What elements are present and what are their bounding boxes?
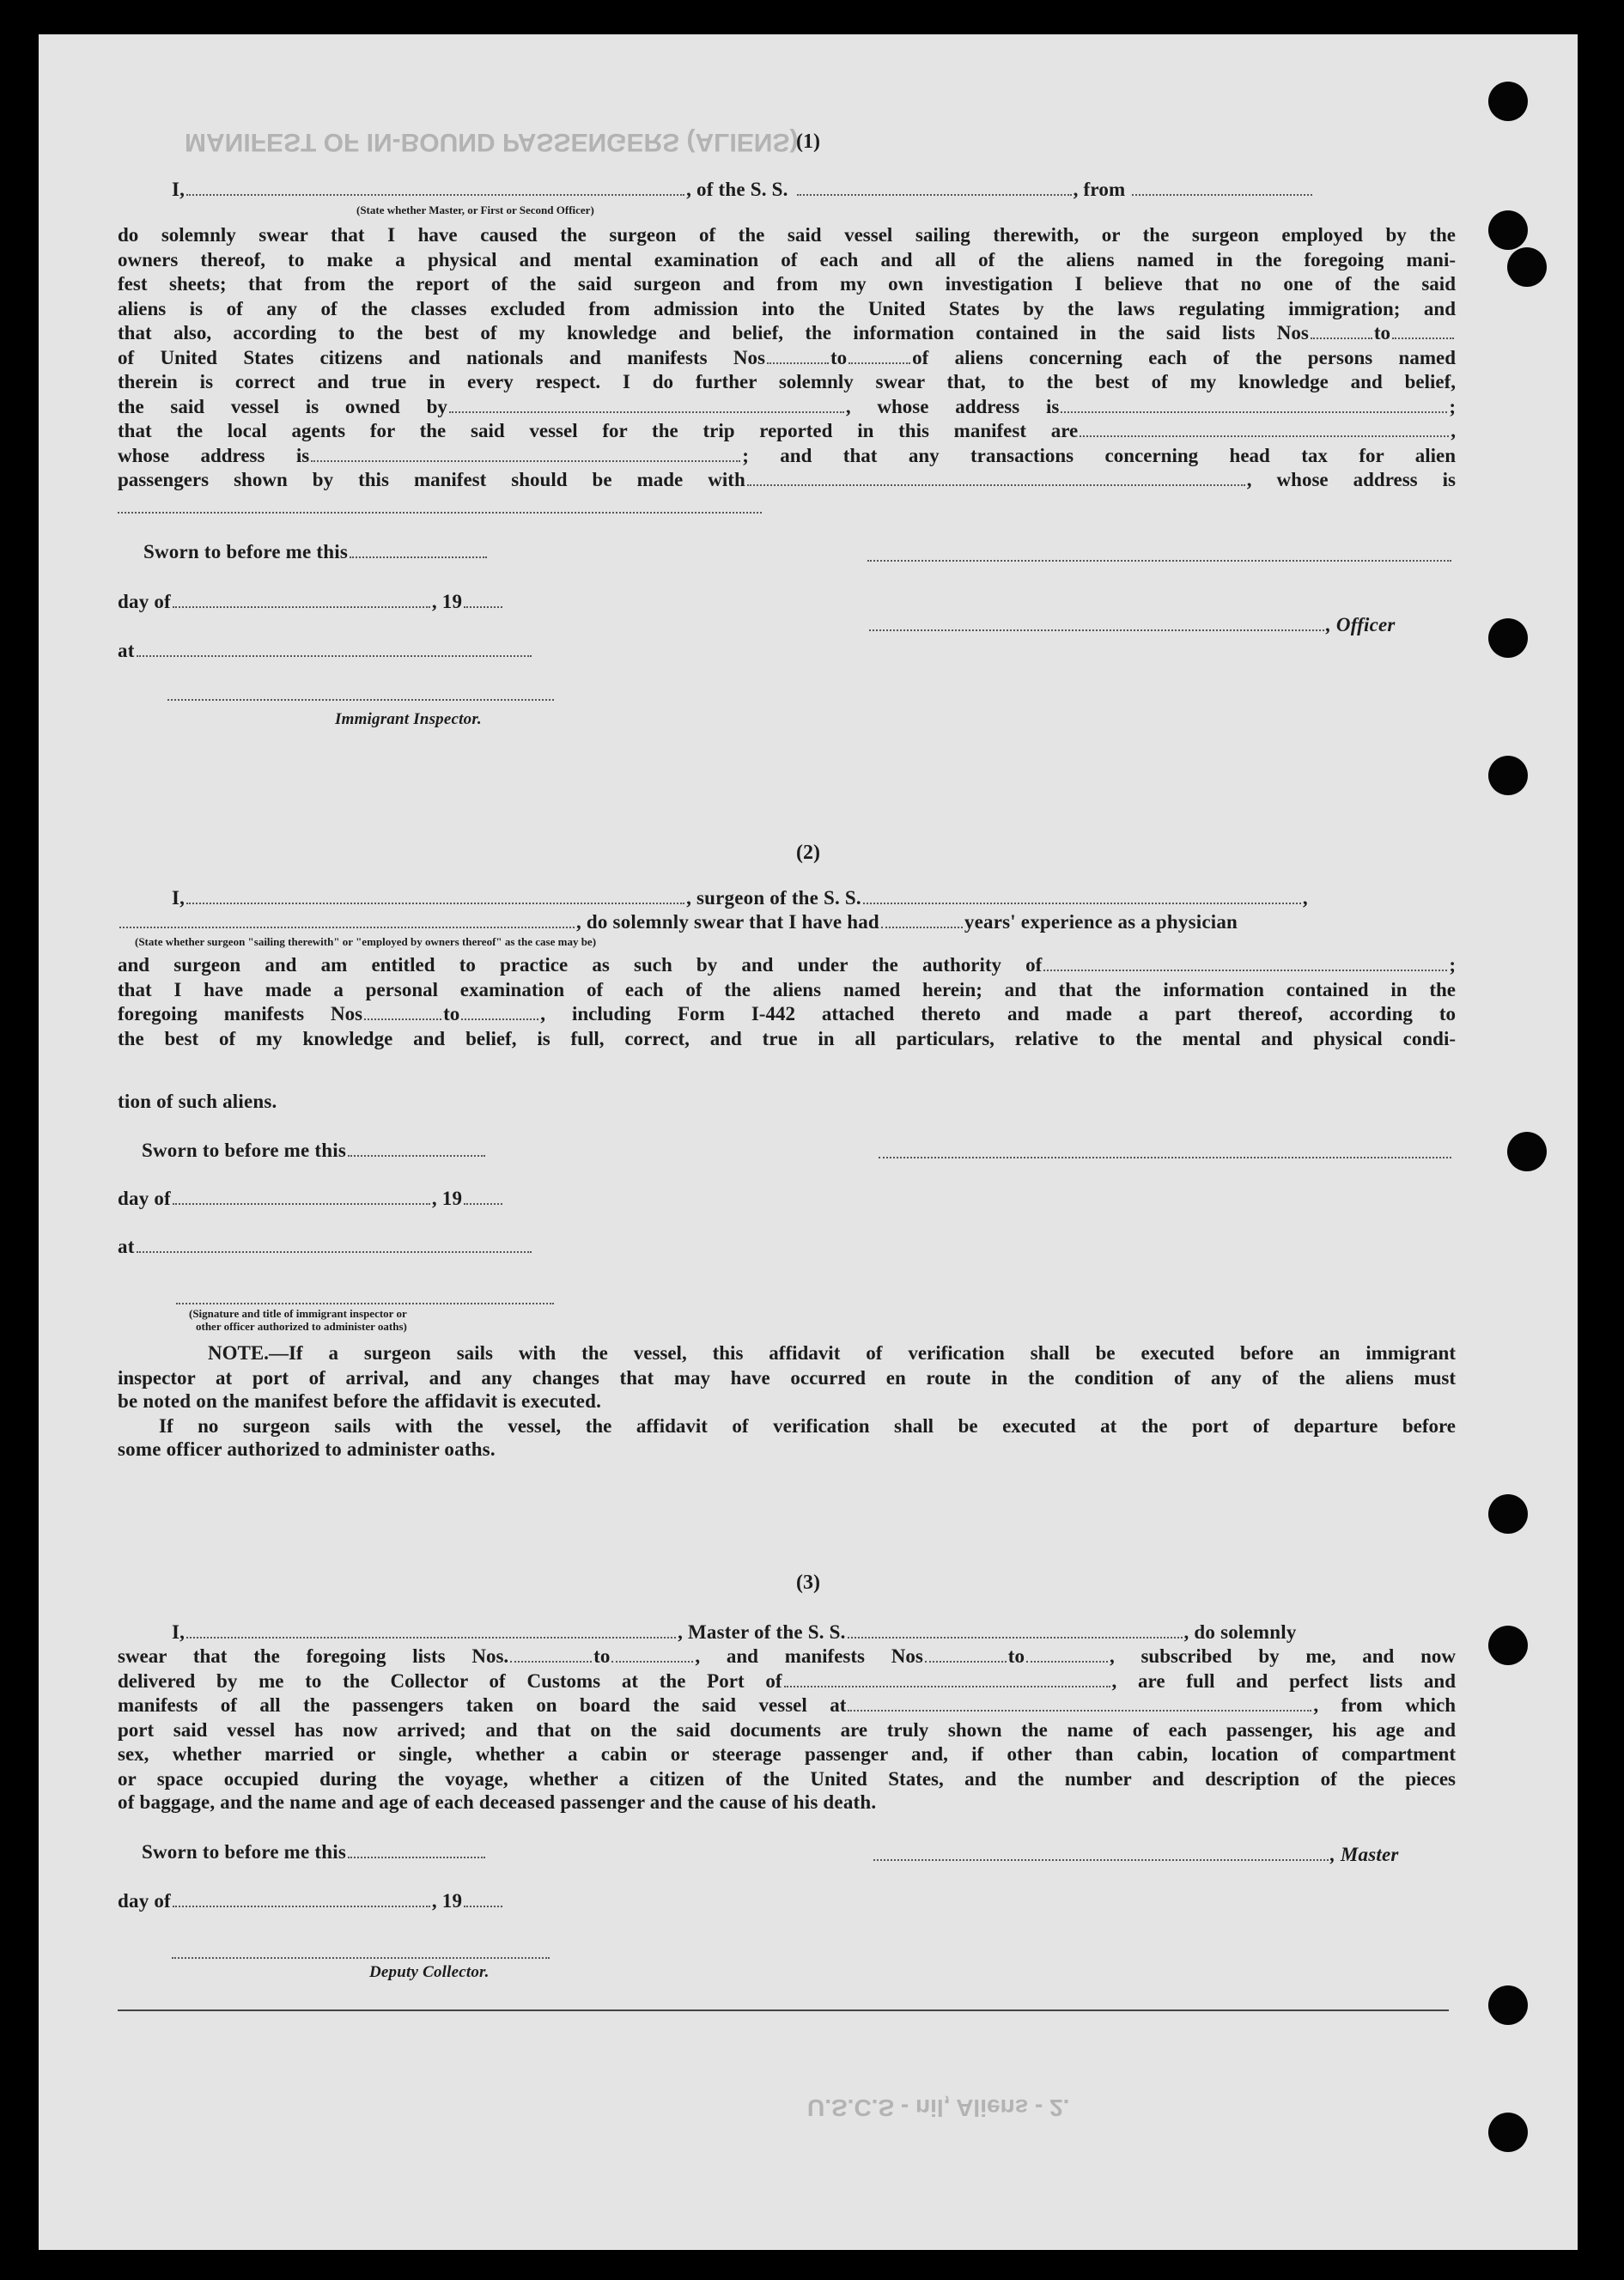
s1-day-of: day of , 19 bbox=[118, 591, 504, 613]
s1-inspector-caption: Immigrant Inspector. bbox=[335, 710, 482, 728]
punch-hole-icon bbox=[1507, 1132, 1547, 1171]
s1-signature-line bbox=[867, 558, 1451, 562]
punch-hole-icon bbox=[1488, 756, 1528, 795]
s2-line-7: tion of such aliens. bbox=[118, 1091, 277, 1112]
punch-hole-icon bbox=[1507, 247, 1547, 287]
form-page bbox=[39, 34, 1578, 2250]
punch-hole-icon bbox=[1488, 2113, 1528, 2152]
s1-line-1: I, , of the S. S. , from bbox=[172, 179, 1314, 201]
s1-oath-paragraph: do solemnly swear that I have caused the surgeon of the said vessel sailing therewith, or the surgeon employed by the owners thereof, to make a physical and mental examination of each and all of the aliens named in the foregoing mani- fest sheets; that from the report of the said surgeon and from my own investigation I believe that no one of the said aliens is of any of the classes excluded from admission into the United States by the laws regulating immigration; and that also, according to the best of my knowledge and belief, the information contained in the said lists Nos to of United States citizens and nationals and manifests Nos to of aliens concerning each of the persons named therein is correct and true in every respect. I do further solemnly swear that, to the best of my knowledge and belief, the said vessel is owned by , whose address is ; that the local agents for the said vessel for the trip reported in this manifest are , whose address is ; and that any transactions concerning head tax for alien passengers shown by this manifest should be made with , whose address is bbox=[118, 224, 1457, 490]
punch-hole-icon bbox=[1488, 210, 1528, 250]
s2-sig-caption-1: (Signature and title of immigrant inspector or bbox=[189, 1307, 407, 1320]
s3-day-of: day of , 19 bbox=[118, 1890, 504, 1912]
s2-note-4: If no surgeon sails with the vessel, the affidavit of verification shall be executed at the port of departure before bbox=[159, 1415, 1456, 1437]
s2-at: at bbox=[118, 1236, 533, 1258]
s3-master: , Master bbox=[872, 1844, 1399, 1866]
s1-inspector-line bbox=[167, 697, 554, 701]
section-2-title: (2) bbox=[796, 842, 820, 864]
s1-master-caption: (State whether Master, or First or Second Officer) bbox=[356, 204, 594, 216]
s3-line-1: I, , Master of the S. S. , do solemnly bbox=[172, 1621, 1297, 1643]
punch-hole-icon bbox=[1488, 1985, 1528, 2025]
s2-signature-line bbox=[879, 1155, 1451, 1158]
punch-hole-icon bbox=[1488, 618, 1528, 658]
s2-sworn: Sworn to before me this bbox=[142, 1140, 487, 1162]
s3-oath-paragraph: swear that the foregoing lists Nos. to , and manifests Nos to , subscribed by me, and now delivered by me to the Collector of Customs at the Port of , are full and perfect lists and manifests of all the passengers taken on board the said vessel at , from which port said vessel has now arrived; and that on the said documents are truly shown the name of each passenger, his age and sex, whether married or single, whether a cabin or steerage passenger and, if other than cabin, location of compartment or space occupied during the voyage, whether a citizen of the United States, and the number and description of the pieces bbox=[118, 1645, 1457, 1790]
punch-hole-icon bbox=[1488, 1494, 1528, 1534]
s2-oath-paragraph: and surgeon and am entitled to practice as such by and under the authority of ; that I have made a personal examination of each of the aliens named herein; and that the information contained in the foregoing manifests Nos to , including Form I-442 attached thereto and made a part thereof, according to the best of my knowledge and belief, is full, correct, and true in all particulars, relative to the mental and physical condi- bbox=[118, 954, 1456, 1049]
s2-line-2: , do solemnly swear that I have had years' experience as a physician bbox=[118, 911, 1238, 933]
bleed-through-header: MANIFEST OF IN-BOUND PASSENGERS (ALIENS) bbox=[185, 128, 799, 156]
s2-note: NOTE.—If a surgeon sails with the vessel, this affidavit of verification shall be executed before an immigrant inspector at port of arrival, and any changes that may have occurred en route in the condition of any of the aliens must bbox=[118, 1342, 1456, 1389]
s1-at: at bbox=[118, 640, 533, 662]
s1-sworn: Sworn to before me this bbox=[143, 541, 489, 563]
s2-day-of: day of , 19 bbox=[118, 1188, 504, 1210]
section-1-title: (1) bbox=[796, 131, 820, 153]
punch-hole-icon bbox=[1488, 82, 1528, 121]
s2-note-3: be noted on the manifest before the affidavit is executed. bbox=[118, 1390, 602, 1412]
s2-note-5: some officer authorized to administer oaths. bbox=[118, 1438, 496, 1460]
s3-sworn: Sworn to before me this bbox=[142, 1841, 487, 1864]
s2-sig-caption-2: other officer authorized to administer oaths) bbox=[196, 1320, 407, 1333]
s2-line-1: I, , surgeon of the S. S. , bbox=[172, 887, 1308, 909]
bottom-rule bbox=[118, 2009, 1449, 2011]
s2-surgeon-caption: (State whether surgeon "sailing therewith" or "employed by owners thereof" as the case may be) bbox=[135, 935, 597, 948]
s1-officer: , Officer bbox=[867, 614, 1396, 636]
section-3-title: (3) bbox=[796, 1572, 820, 1594]
s3-line-8: of baggage, and the name and age of each deceased passenger and the cause of his death. bbox=[118, 1791, 877, 1813]
s3-deputy-line bbox=[172, 1955, 550, 1959]
punch-hole-icon bbox=[1488, 1626, 1528, 1665]
s2-inspector-line bbox=[176, 1301, 554, 1304]
s1-address-line bbox=[118, 510, 762, 514]
s3-deputy-caption: Deputy Collector. bbox=[369, 1963, 490, 1981]
bleed-through-footer: U.S.C.S - nil, Aliens - 2. bbox=[807, 2095, 1070, 2121]
